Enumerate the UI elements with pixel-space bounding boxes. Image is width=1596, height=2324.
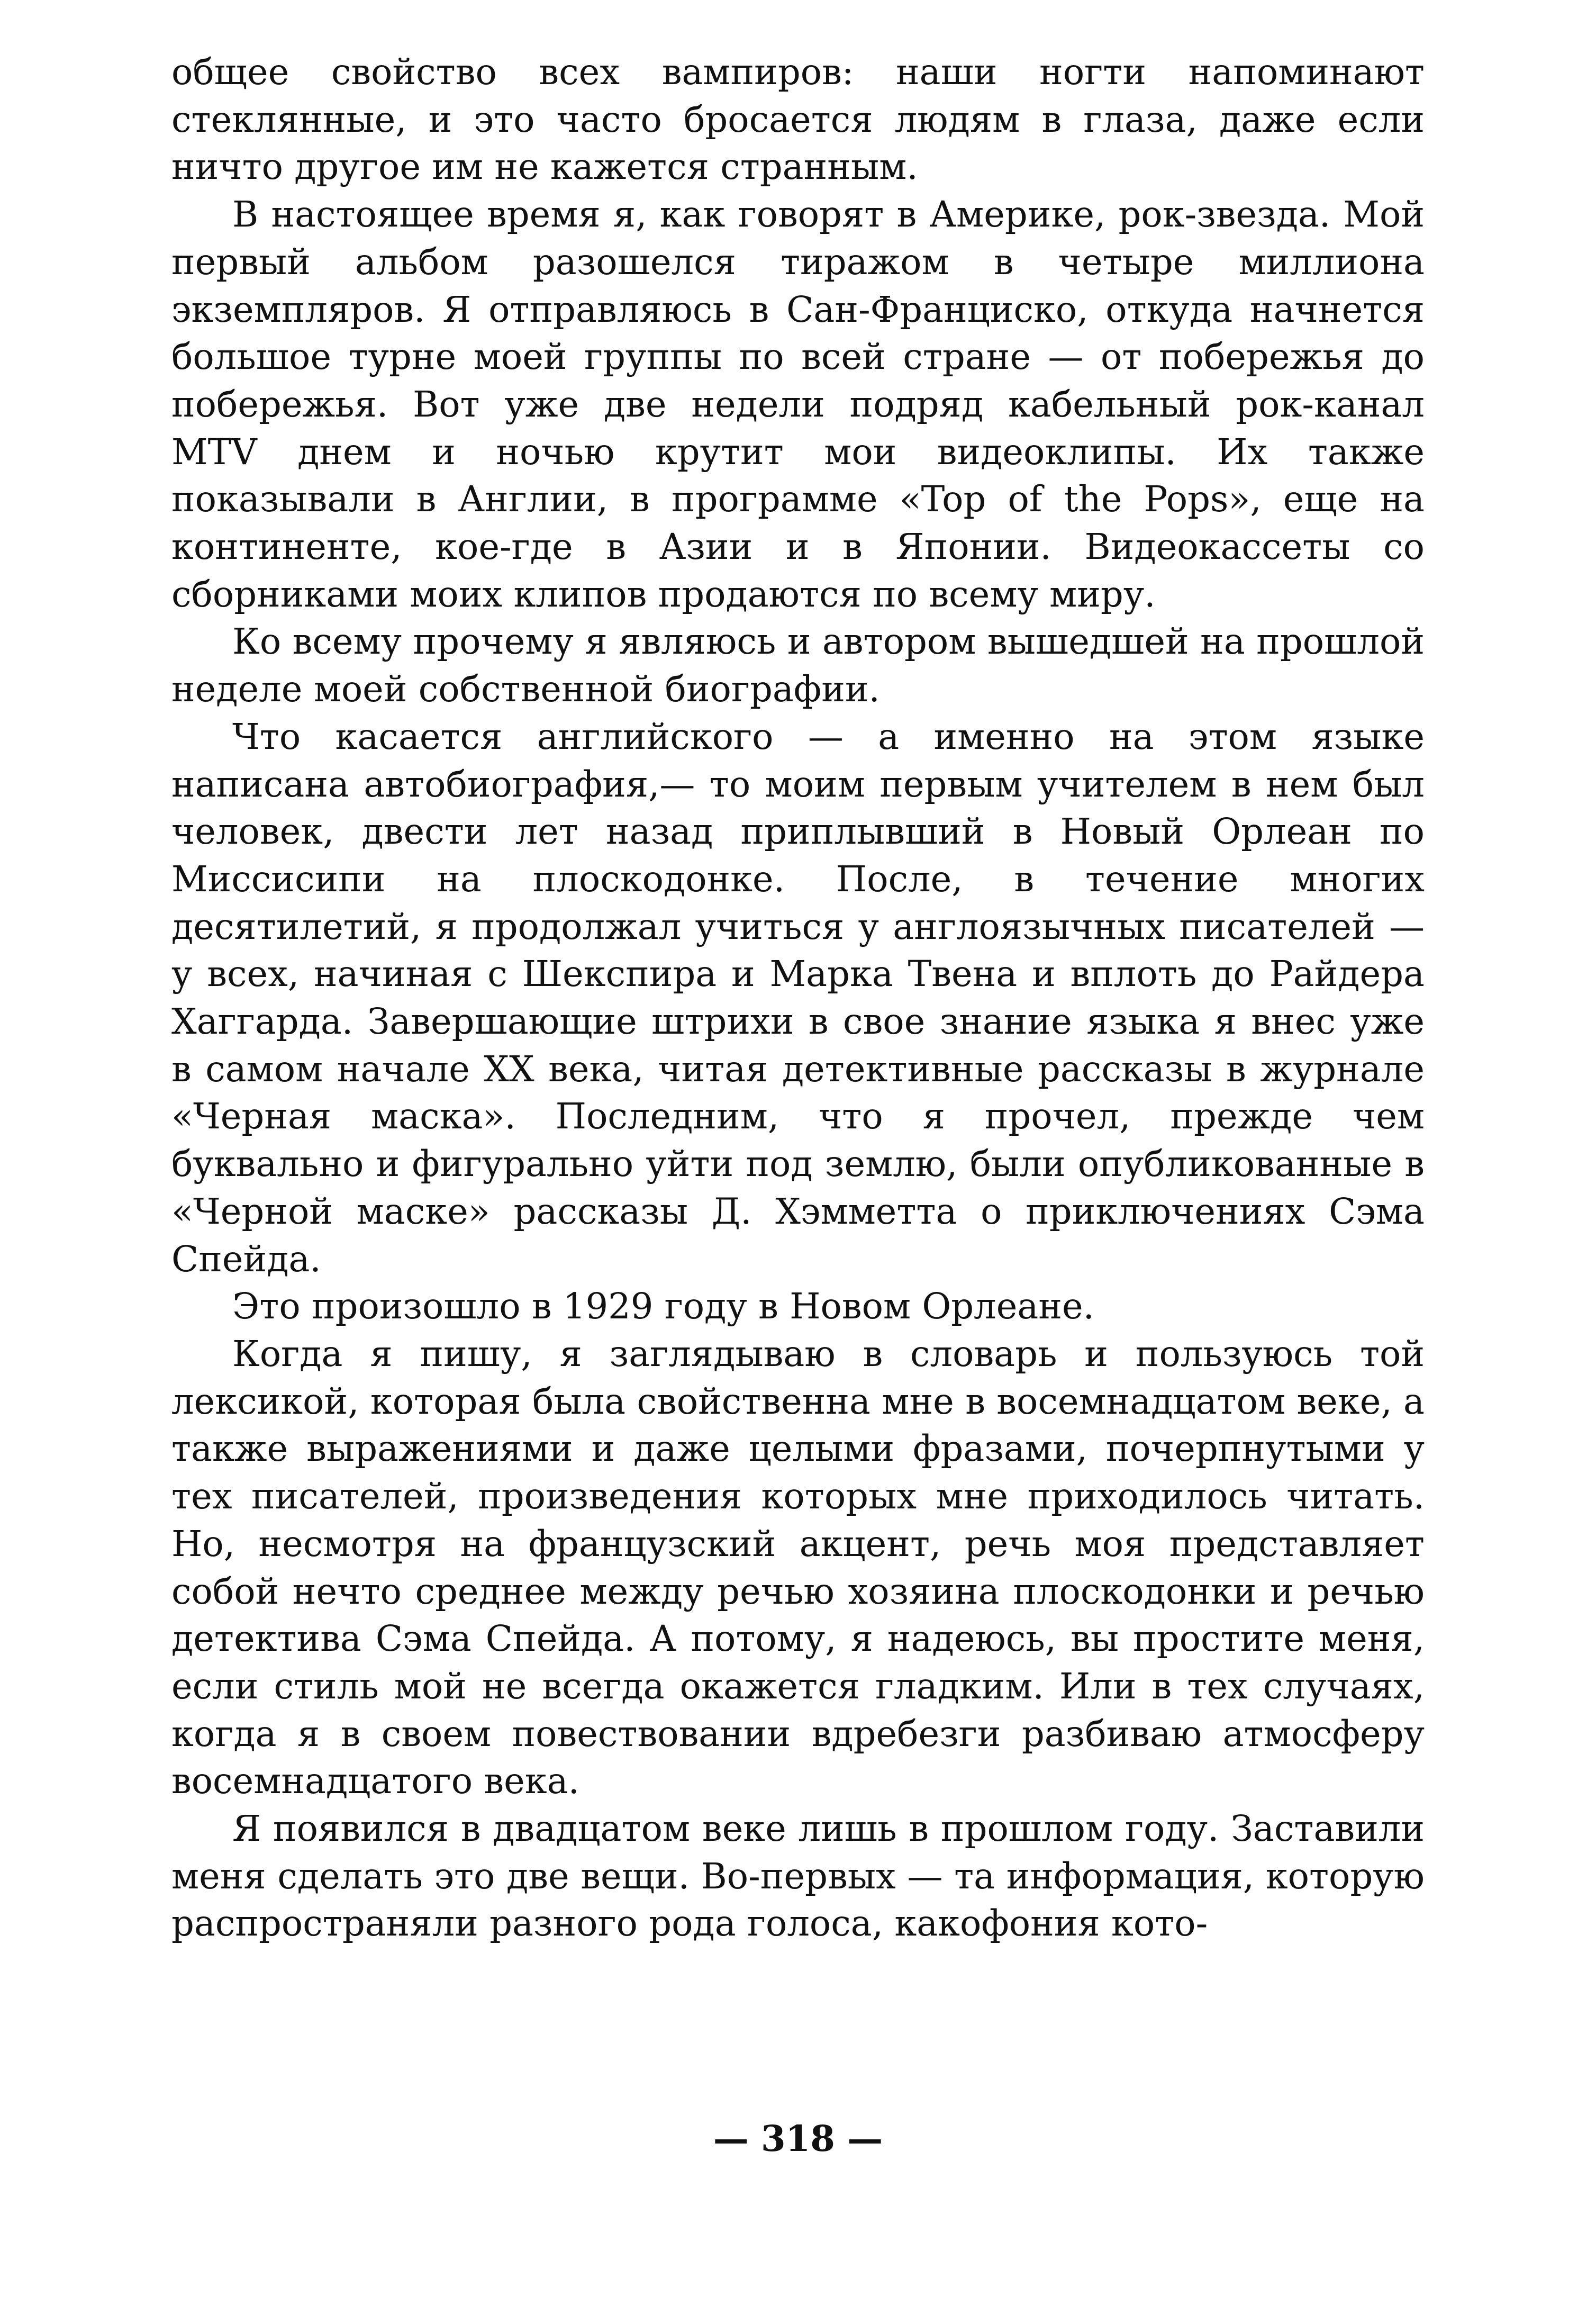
- paragraph-2: В настоящее время я, как говорят в Америке, рок-звезда. Мой первый альбом разошелся тиражом в четыре миллиона экземпляров. Я отправляюсь в Сан-Франциско, откуда начнется большое турне моей группы по всей стране — от побережья до побережья. Вот уже две недели подряд кабельный рок-канал MTV днем и ночью крутит мои видеоклипы. Их также показывали в Англии, в программе «Top of the Pops», еще на континенте, кое-где в Азии и в Японии. Видеокассеты со сборниками моих клипов продаются по всему миру.: [171, 194, 1425, 615]
- paragraph-6: Когда я пишу, я заглядываю в словарь и пользуюсь той лексикой, которая была свойственна мне в восемнадцатом веке, а также выражениями и даже целыми фразами, почерпнутыми у тех писателей, произведения которых мне приходилось читать. Но, несмотря на французский акцент, речь моя представляет собой нечто среднее между речью хозяина плоскодонки и речью детектива Сэма Спейда. А потому, я надеюсь, вы простите меня, если стиль мой не всегда окажется гладким. Или в тех случаях, когда я в своем повествовании вдребезги разбиваю атмосферу восемнадцатого века.: [171, 1333, 1425, 1802]
- paragraph-4: Что касается английского — а именно на этом языке написана автобиография,— то моим первым учителем в нем был человек, двести лет назад приплывший в Новый Орлеан по Миссисипи на плоскодонке. После, в течение многих десятилетий, я продолжал учиться у англоязычных писателей — у всех, начиная с Шекспира и Марка Твена и вплоть до Райдера Хаггарда. Завершающие штрихи в свое знание языка я внес уже в самом начале XX века, читая детективные рассказы в журнале «Черная маска». Последним, что я прочел, прежде чем буквально и фигурально уйти под землю, были опубликованные в «Черной маске» рассказы Д. Хэмметта о приключениях Сэма Спейда.: [171, 716, 1425, 1280]
- paragraph-3: Ко всему прочему я являюсь и автором вышедшей на прошлой неделе моей собственной биографии.: [171, 621, 1425, 710]
- page-number: — 318 —: [713, 2118, 883, 2159]
- page-body-text: [171, 49, 1425, 1948]
- paragraph-5: Это произошло в 1929 году в Новом Орлеане.: [232, 1286, 1094, 1327]
- paragraph-7: Я появился в двадцатом веке лишь в прошлом году. Заставили меня сделать это две вещи. Во-первых — та информация, которую распространяли разного рода голоса, какофония кото-: [171, 1808, 1425, 1945]
- paragraph-1: общее свойство всех вампиров: наши ногти напоминают стеклянные, и это часто бросается людям в глаза, даже если ничто другое им не кажется странным.: [171, 51, 1425, 188]
